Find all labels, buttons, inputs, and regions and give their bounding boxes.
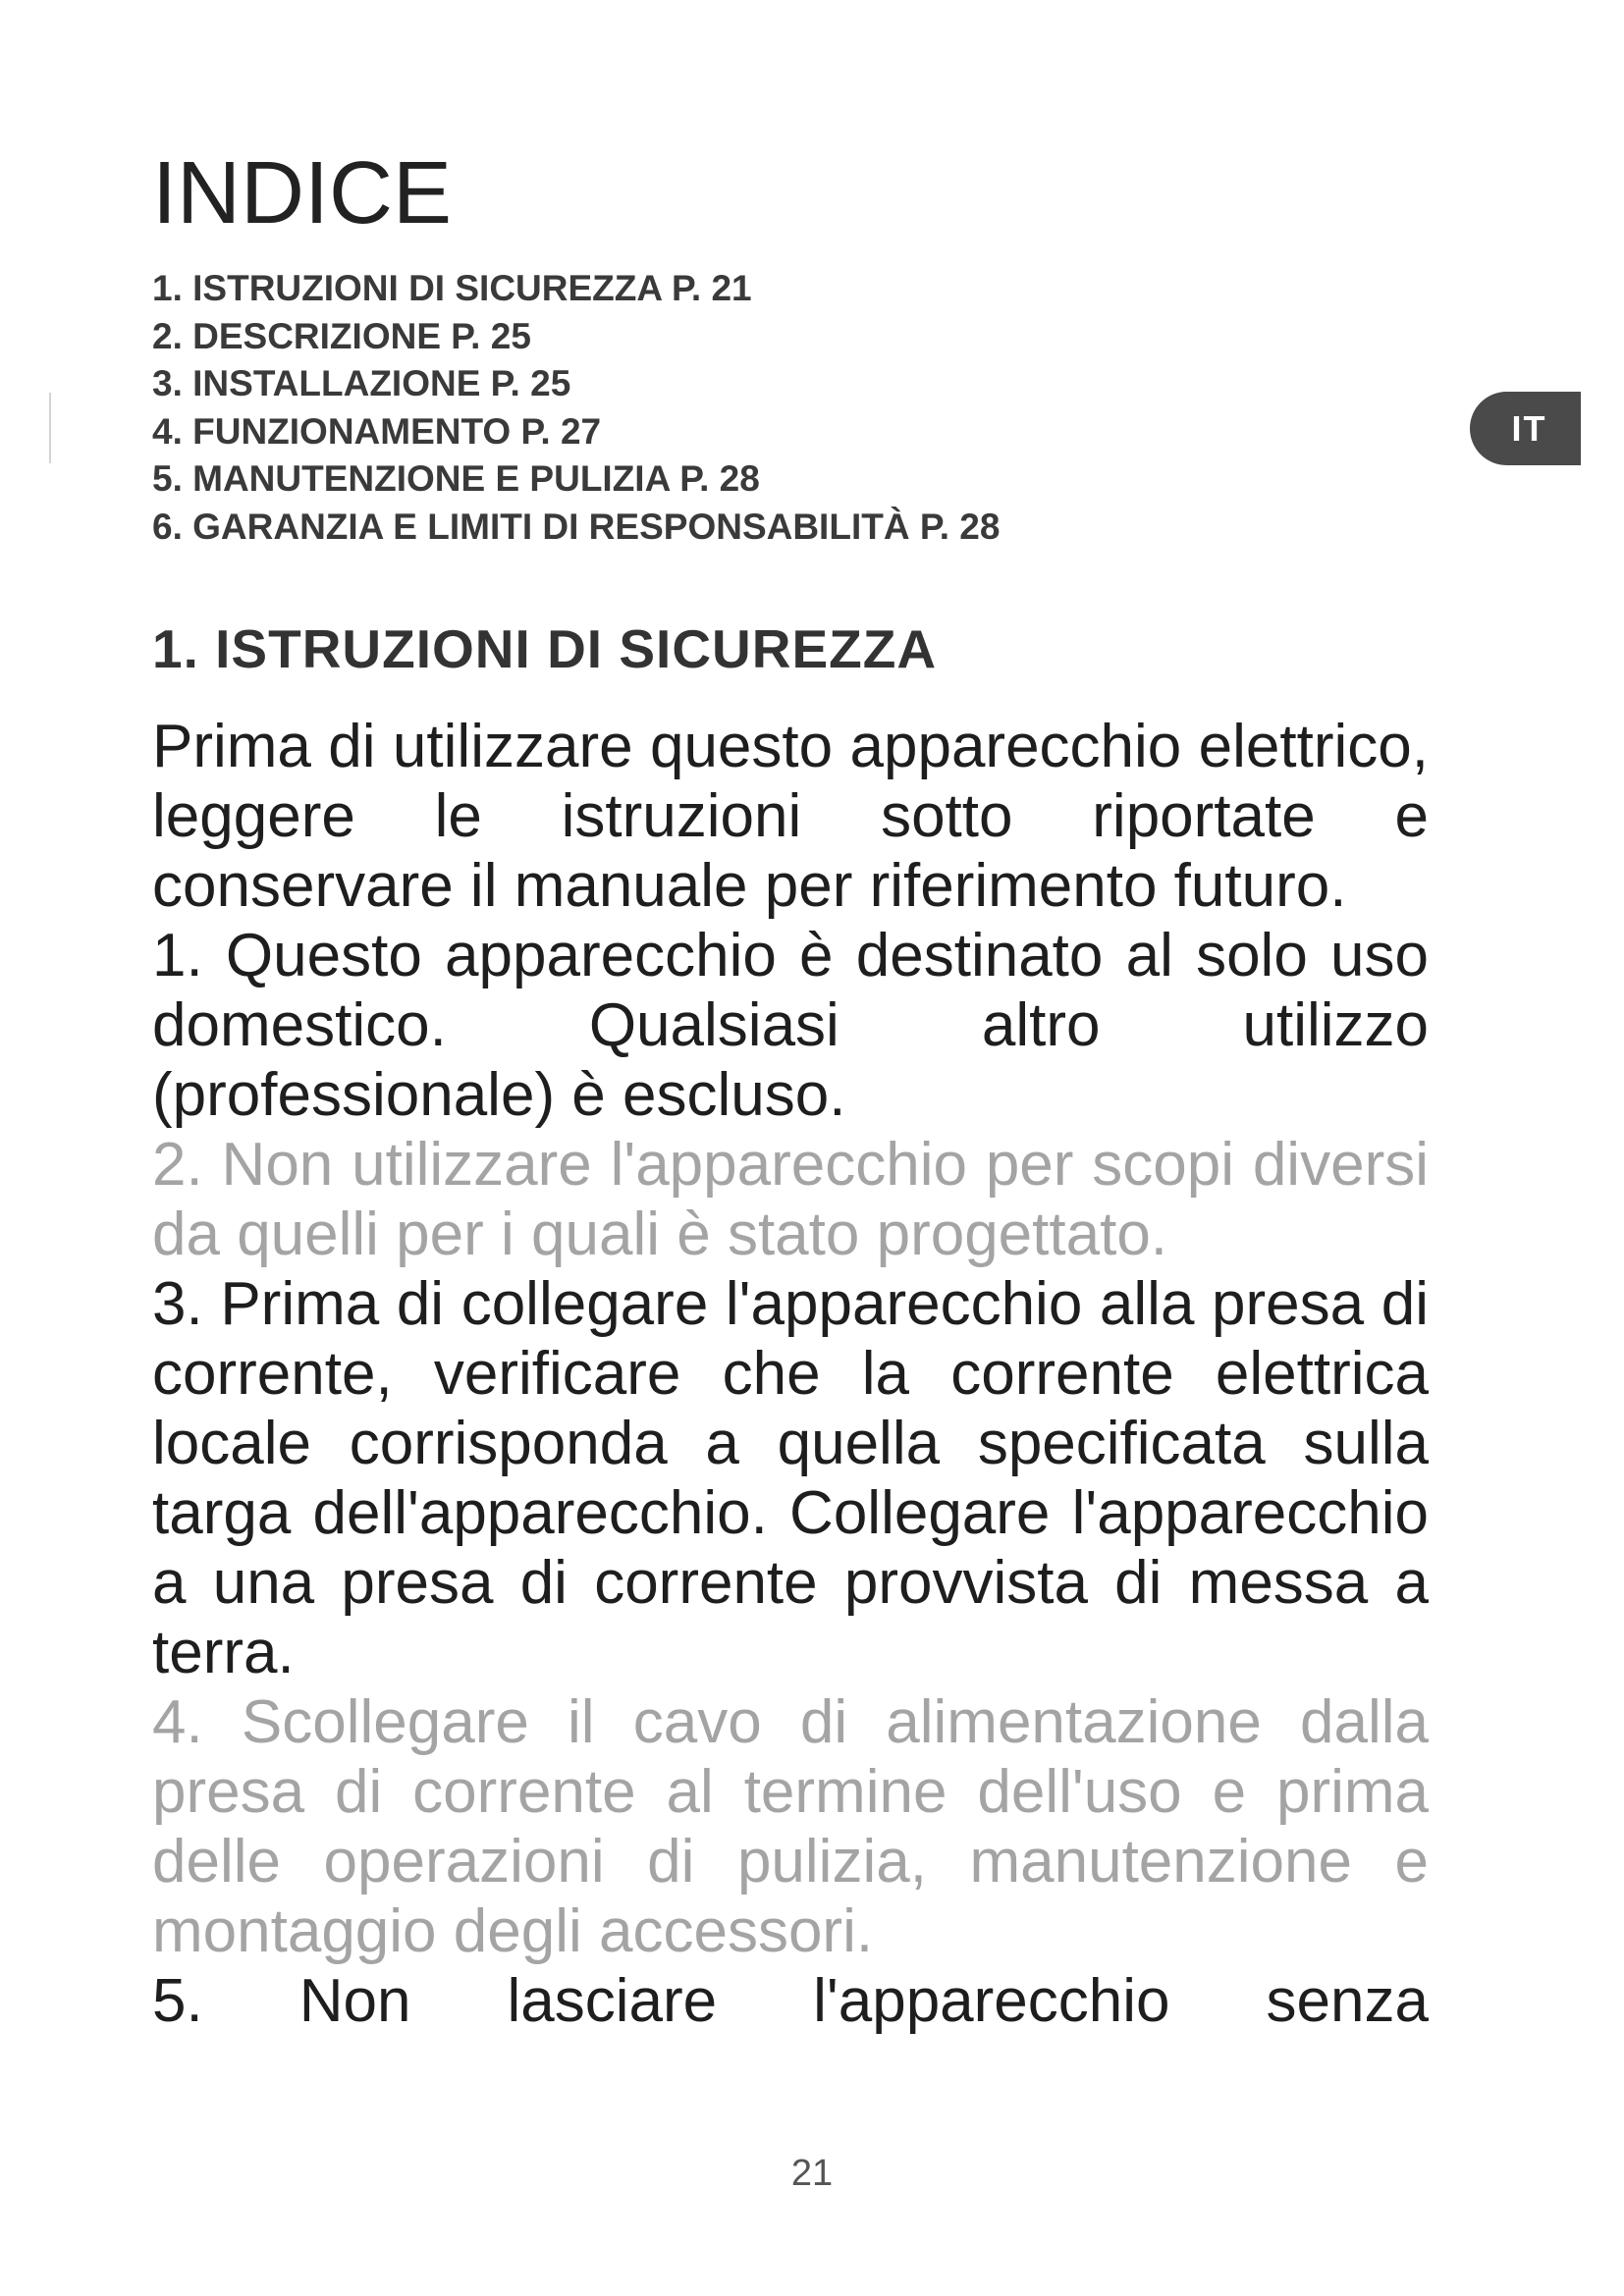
section-body <box>152 712 1429 2036</box>
toc-item-warranty: 6. GARANZIA E LIMITI DI RESPONSABILITÀ P. 28 <box>152 506 1001 547</box>
table-of-contents <box>152 265 1000 551</box>
instruction-2: 2. Non utilizzare l'apparecchio per scopi diversi da quelli per i quali è stato progettato. <box>152 1131 1429 1268</box>
toc-item-installation: 3. INSTALLAZIONE P. 25 <box>152 363 571 403</box>
intro-paragraph: Prima di utilizzare questo apparecchio elettrico, leggere le istruzioni sotto riportate e conservare il manuale per riferimento futuro. <box>152 713 1429 920</box>
toc-item-maintenance: 5. MANUTENZIONE E PULIZIA P. 28 <box>152 458 760 499</box>
index-title: INDICE <box>152 144 453 242</box>
toc-item-description: 2. DESCRIZIONE P. 25 <box>152 315 531 356</box>
instruction-1: 1. Questo apparecchio è destinato al solo uso domestico. Qualsiasi altro utilizzo (professionale) è escluso. <box>152 922 1429 1129</box>
language-tab: IT <box>1470 392 1581 465</box>
toc-item-safety: 1. ISTRUZIONI DI SICUREZZA P. 21 <box>152 268 752 308</box>
section-heading: 1. ISTRUZIONI DI SICUREZZA <box>152 618 938 679</box>
instruction-3: 3. Prima di collegare l'apparecchio alla presa di corrente, verificare che la corrente elettrica locale corrisponda a quella specificata sulla targa dell'apparecchio. Collegare l'apparecchio a una presa di corrente provvista di messa a terra. <box>152 1270 1429 1686</box>
page-number: 21 <box>790 2153 834 2194</box>
instruction-5: 5. Non lasciare l'apparecchio senza <box>152 1967 1429 2035</box>
instruction-4: 4. Scollegare il cavo di alimentazione dalla presa di corrente al termine dell'uso e prima delle operazioni di pulizia, manutenzione e montaggio degli accessori. <box>152 1688 1429 1965</box>
margin-rule <box>49 393 51 463</box>
toc-item-operation: 4. FUNZIONAMENTO P. 27 <box>152 410 602 452</box>
